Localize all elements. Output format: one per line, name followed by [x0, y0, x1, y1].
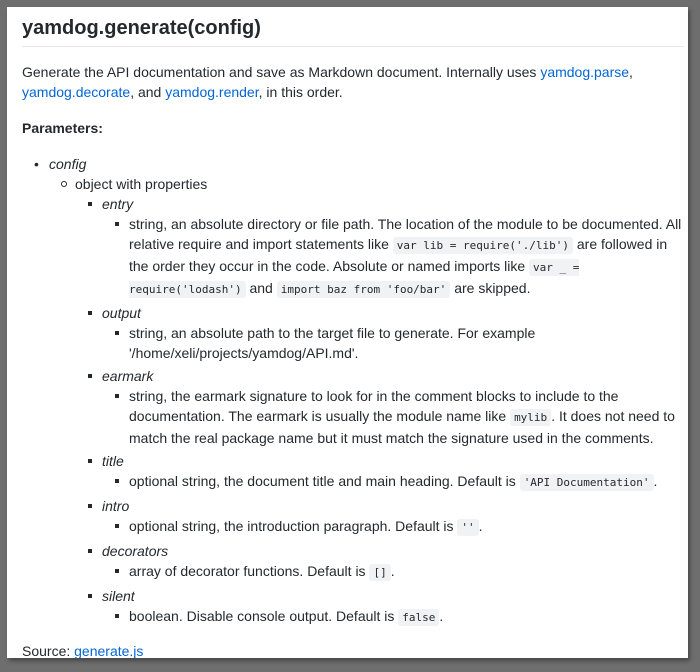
property-entry [75, 194, 684, 300]
property-desc-list [102, 561, 684, 583]
link-yamdog-render[interactable]: yamdog.render [165, 84, 259, 100]
source-label: Source: [22, 643, 75, 658]
property-desc-list [102, 214, 684, 300]
property-description [102, 386, 684, 448]
property-desc-list [102, 471, 684, 493]
property-description [102, 561, 684, 583]
desc-text: are followed in the order they occur in the code. Absolute or named imports like [129, 236, 668, 274]
property-decorators [75, 541, 684, 583]
page-frame [7, 7, 688, 658]
param-item-config [22, 154, 684, 628]
desc-text: string, the earmark signature to look for in the comment blocks to include to the documentation. The earmark is usually the module name like [129, 388, 619, 424]
parameter-list [22, 154, 684, 628]
link-yamdog-decorate[interactable]: yamdog.decorate [22, 84, 131, 100]
source-line [22, 641, 684, 658]
property-list [75, 194, 684, 628]
param-type: object with properties [75, 176, 208, 192]
desc-text: and [245, 280, 277, 296]
param-name: config [49, 156, 87, 172]
property-desc-list [102, 516, 684, 538]
desc-text: array of decorator functions. Default is [129, 563, 370, 579]
link-source-file[interactable]: generate.js [74, 643, 144, 658]
intro-text: , in this order. [258, 84, 343, 100]
code-snippet: mylib [510, 409, 551, 426]
property-name: title [102, 453, 124, 469]
doc-content [22, 7, 684, 658]
property-name: entry [102, 196, 134, 212]
code-snippet: false [398, 609, 439, 626]
desc-text: . [390, 563, 395, 579]
intro-text: Generate the API documentation and save as Markdown document. Internally uses [22, 64, 541, 80]
property-title [75, 451, 684, 493]
property-desc-list [102, 323, 684, 363]
property-description [102, 516, 684, 538]
param-type-item [49, 174, 684, 628]
property-description [102, 214, 684, 300]
property-desc-list [102, 386, 684, 448]
property-name: output [102, 305, 141, 321]
property-name: silent [102, 588, 135, 604]
desc-text: . [439, 608, 444, 624]
intro-text: , [629, 64, 633, 80]
code-snippet: 'API Documentation' [520, 474, 654, 491]
desc-text: boolean. Disable console output. Default is [129, 608, 399, 624]
property-output [75, 303, 684, 363]
function-heading: yamdog.generate(config) [22, 15, 684, 47]
code-snippet: [] [369, 564, 390, 581]
intro-paragraph [22, 62, 684, 102]
property-earmark [75, 366, 684, 448]
property-description [102, 471, 684, 493]
desc-text: string, an absolute directory or file path. The location of the module to be documented. All relative require and import statements like [129, 216, 682, 252]
property-silent [75, 586, 684, 628]
property-description [102, 323, 684, 363]
desc-text: string, an absolute path to the target file to generate. For example '/home/xeli/projects/yamdog/API.md'. [129, 325, 536, 361]
property-description [102, 606, 684, 628]
property-name: earmark [102, 368, 154, 384]
code-snippet: var _ = require('lodash') [129, 261, 580, 296]
link-yamdog-parse[interactable]: yamdog.parse [540, 64, 630, 80]
intro-text: , and [130, 84, 166, 100]
desc-text: . It does not need to match the real package name but it must match the signature used in the comments. [129, 408, 675, 446]
desc-text: . [653, 473, 658, 489]
desc-text: optional string, the introduction paragraph. Default is [129, 518, 458, 534]
property-desc-list [102, 606, 684, 628]
desc-text: optional string, the document title and main heading. Default is [129, 473, 520, 489]
code-snippet: var lib = require('./lib') [393, 237, 573, 254]
property-intro [75, 496, 684, 538]
code-snippet: import baz from 'foo/bar' [277, 281, 451, 298]
parameters-label: Parameters: [22, 120, 103, 136]
property-name: decorators [102, 543, 169, 559]
property-name: intro [102, 498, 130, 514]
param-type-list [49, 174, 684, 628]
desc-text: . [478, 518, 483, 534]
desc-text: are skipped. [450, 280, 531, 296]
code-snippet: '' [457, 519, 478, 536]
